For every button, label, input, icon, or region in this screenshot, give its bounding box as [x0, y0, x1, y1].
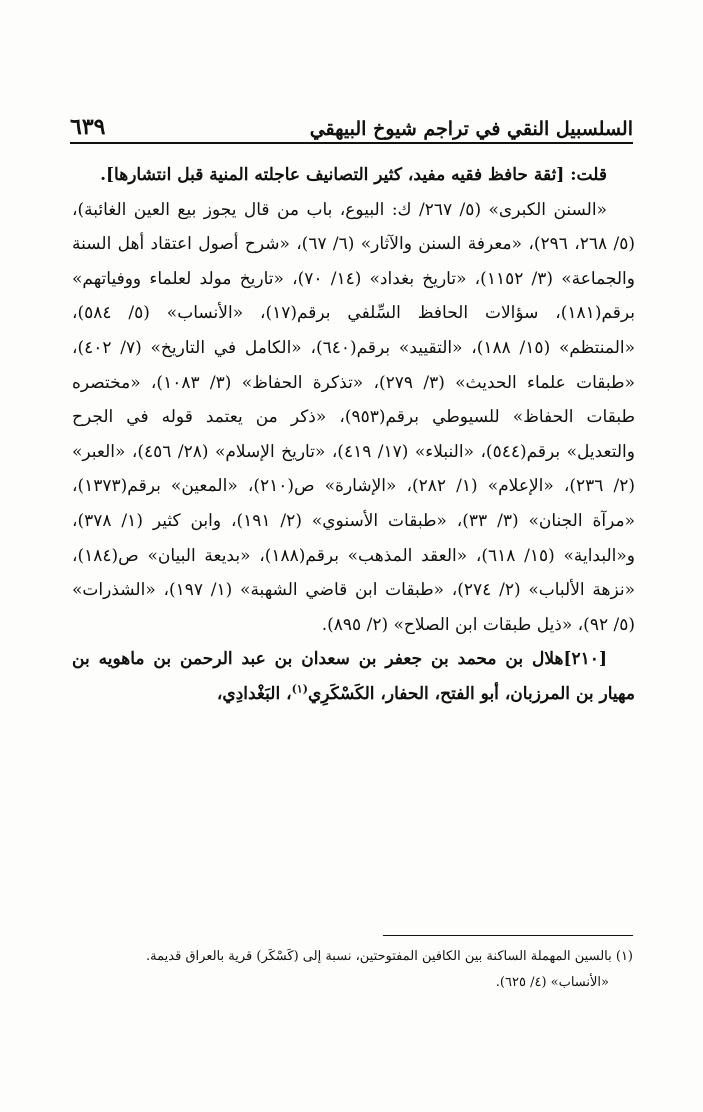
main-text — [72, 158, 635, 712]
page-header — [70, 110, 633, 140]
header-rule — [70, 142, 633, 144]
footnote-line-2: «الأنساب» (٤/ ٦٢٥). — [495, 975, 609, 990]
verdict-paragraph: قلت: [ثقة حافظ فقيه مفيد، كثير التصانيف عاجلته المنية قبل انتشارها]. — [100, 165, 607, 185]
entry-name: [٢١٠]هلال بن محمد بن جعفر بن سعدان بن عبد الرحمن بن ماهويه بن مهيار بن المرزبان، أبو الفتح، الحفار، الكَسْكَرِي — [72, 649, 635, 704]
biography-entry-heading — [72, 642, 635, 711]
footnote-line-1: (١) بالسين المهملة الساكنة بين الكافين المفتوحتين، نسبة إلى (كَسْكَر) قرية بالعراق قديمة. — [146, 949, 633, 964]
page-number: ٦٣٩ — [70, 114, 106, 140]
footnote-separator — [383, 935, 633, 936]
running-title: السلسبيل النقي في تراجم شيوخ البيهقي — [309, 118, 633, 140]
footnote-marker: (١) — [291, 682, 308, 696]
references-paragraph: «السنن الكبرى» (٥/ ٢٦٧/ ك: البيوع، باب من قال يجوز بيع العين الغائبة)، (٥/ ٢٦٨، ٢٩٦)، «معرفة السنن والآثار» (٦/ ٦٧)، «شرح أصول اعتقاد أهل السنة والجماعة» (٣/ ١١٥٢)، «تاريخ بغداد» (١٤/ ٧٠)، «تاريخ مولد لعلماء ووفياتهم» برقم(١٨١)، سؤالات الحافظ السِّلفي برقم(١٧)، «الأنساب» (٥/ ٥٨٤)، «المنتظم» (١٥/ ١٨٨)، «التقييد» برقم(٦٤٠)، «الكامل في التاريخ» (٧/ ٤٠٢)، «طبقات علماء الحديث» (٣/ ٢٧٩)، «تذكرة الحفاظ» (٣/ ١٠٨٣)، «مختصره طبقات الحفاظ» للسيوطي برقم(٩٥٣)، «ذكر من يعتمد قوله في الجرح والتعديل» برقم(٥٤٤)، «النبلاء» (١٧/ ٤١٩)، «تاريخ الإسلام» (٢٨/ ٤٥٦)، «العبر» (٢/ ٢٣٦)، «الإعلام» (١/ ٢٨٢)، «الإشارة» ص(٢١٠)، «المعين» برقم(١٣٧٣)، «مرآة الجنان» (٣/ ٣٣)، «طبقات الأسنوي» (٢/ ١٩١)، وابن كثير (١/ ٣٧٨)، و«البداية» (١٥/ ٦١٨)، «العقد المذهب» برقم(١٨٨)، «بديعة البيان» ص(١٨٤)، «نزهة الألباب» (٢/ ٢٧٤)، «طبقات ابن قاضي الشهبة» (١/ ١٩٧)، «الشذرات» (٥/ ٩٢)، «ذيل طبقات ابن الصلاح» (٢/ ٨٩٥). — [72, 199, 636, 635]
footnote — [72, 944, 633, 996]
entry-name-tail: ، البَغْدادِي، — [216, 683, 292, 704]
